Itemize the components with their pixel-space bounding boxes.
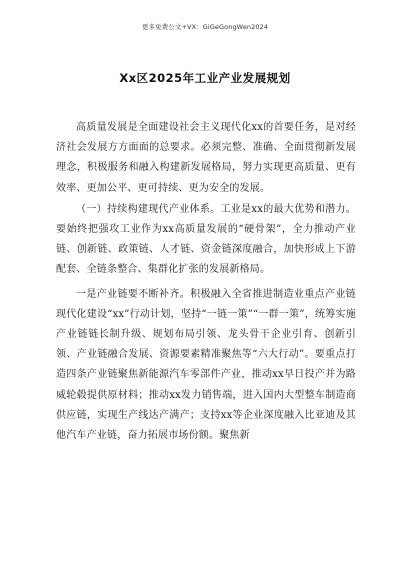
header-note: 更多免费公文+VX：GiGeGongWen2024 xyxy=(141,23,269,31)
paragraph-section-1: （一）持续构建现代产业体系。工业是xx的最大优势和潜力。要始终把强攻工业作为xx高质量发展的“硬骨架”，全力推动产业链、创新链、政策链、人才链、资金链深度融合，加快形成上下游配套、全链条整合、集群化扩张的发展新格局。 xyxy=(56,203,356,276)
page-title: Xx区2025年工业产业发展规划 xyxy=(119,71,291,85)
document-body xyxy=(56,118,356,447)
paragraph-industry-chain: 一是产业链要不断补齐。积极融入全省推进制造业重点产业链现代化建设“xx”行动计划，坚持“一链一策”“一群一策”，统筹实施产业链链长制升级、规划布局引领、龙头骨干企业引育、创新引领、产业链融合发展、资源要素精准聚焦等“六大行动”。要重点打造四条产业链聚焦新能源汽车零部件产业，推动xx早日投产并为路威轮毂提供原材料；推动xx发力销售端，进入国内大型整车制造商供应链，实现生产线达产满产；支持xx等企业深度融入比亚迪及其他汽车产业链，奋力拓展市场份额。聚焦新 xyxy=(56,288,356,442)
paragraph-intro: 高质量发展是全面建设社会主义现代化xx的首要任务，是对经济社会发展方方面面的总要求。必须完整、准确、全面贯彻新发展理念，积极服务和融入构建新发展格局，努力实现更高质量、更有效率、更加公平、更可持续、更为安全的发展。 xyxy=(56,122,356,194)
